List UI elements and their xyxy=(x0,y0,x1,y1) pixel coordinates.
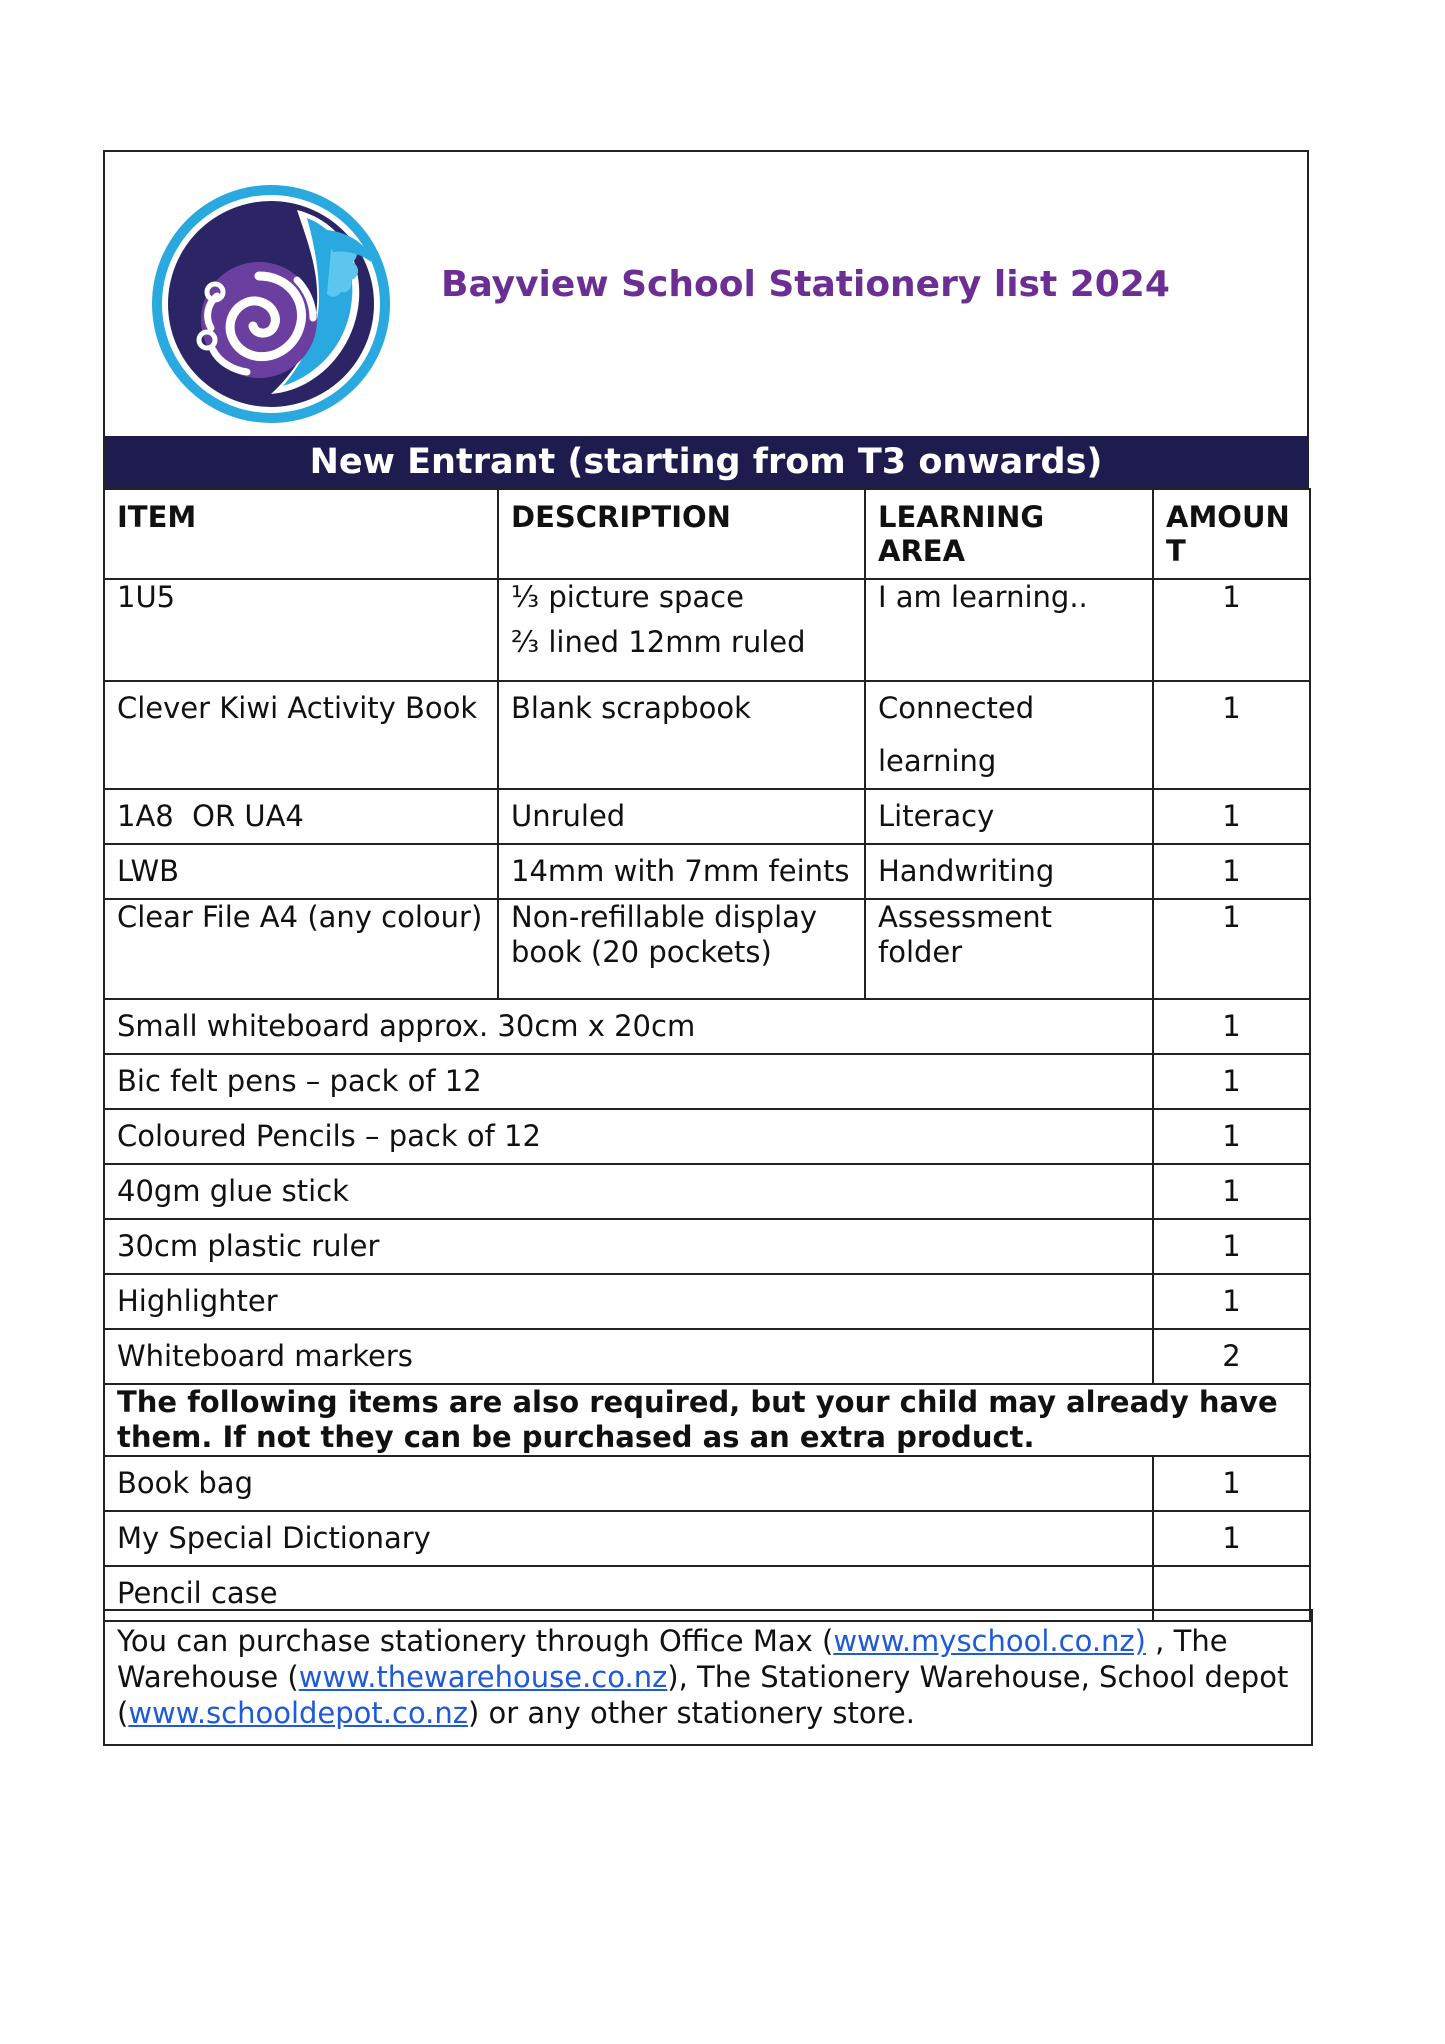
description-cell xyxy=(498,579,865,681)
amount-cell: 1 xyxy=(1153,1219,1310,1274)
item-cell: Bic felt pens – pack of 12 xyxy=(104,1054,1153,1109)
table-row xyxy=(104,1274,1310,1329)
amount-cell: 1 xyxy=(1153,1456,1310,1511)
table-row xyxy=(104,1456,1310,1511)
item-cell: Clear File A4 (any colour) xyxy=(104,899,498,999)
amount-cell: 1 xyxy=(1153,999,1310,1054)
learning-area-cell: Literacy xyxy=(865,789,1153,844)
purchase-text: You can purchase stationery through Office Max ( xyxy=(117,1624,834,1658)
table-row xyxy=(104,999,1310,1054)
description-cell: Unruled xyxy=(498,789,865,844)
item-cell: 30cm plastic ruler xyxy=(104,1219,1153,1274)
table-row xyxy=(104,1329,1310,1384)
description-cell: 14mm with 7mm feints xyxy=(498,844,865,899)
column-header-amount-part: T xyxy=(1166,534,1186,568)
amount-cell: 1 xyxy=(1153,1109,1310,1164)
item-cell: Highlighter xyxy=(104,1274,1153,1329)
item-cell: 1U5 xyxy=(104,579,498,681)
stationery-sheet xyxy=(103,150,1309,1622)
page-title: Bayview School Stationery list 2024 xyxy=(441,264,1170,305)
table-row xyxy=(104,1164,1310,1219)
amount-cell: 1 xyxy=(1153,1054,1310,1109)
schooldepot-link[interactable]: www.schooldepot.co.nz xyxy=(128,1696,469,1730)
learning-area-cell: I am learning.. xyxy=(865,579,1153,681)
column-header-amount-part: AMOUN xyxy=(1166,500,1290,534)
item-cell: 1A8 OR UA4 xyxy=(104,789,498,844)
purchase-info-box xyxy=(103,1609,1313,1746)
amount-cell: 2 xyxy=(1153,1329,1310,1384)
description-line: ⅓ picture space xyxy=(511,580,744,614)
learning-area-cell: Handwriting xyxy=(865,844,1153,899)
description-cell: Non-refillable display book (20 pockets) xyxy=(498,899,865,999)
purchase-text: , The Warehouse ( xyxy=(117,1624,1228,1694)
school-logo-icon xyxy=(147,180,395,428)
required-items-note: The following items are also required, but your child may already have them. If not they can be purchased as an extra product. xyxy=(104,1384,1310,1456)
amount-cell: 1 xyxy=(1153,899,1310,999)
table-row xyxy=(104,1054,1310,1109)
table-row xyxy=(104,899,1310,999)
item-cell: Book bag xyxy=(104,1456,1153,1511)
item-cell: LWB xyxy=(104,844,498,899)
item-cell: Pencil case xyxy=(104,1566,1153,1621)
table-row xyxy=(104,1511,1310,1566)
amount-cell: 1 xyxy=(1153,1164,1310,1219)
table-row xyxy=(104,1109,1310,1164)
item-cell: Coloured Pencils – pack of 12 xyxy=(104,1109,1153,1164)
item-cell: My Special Dictionary xyxy=(104,1511,1153,1566)
item-cell: 40gm glue stick xyxy=(104,1164,1153,1219)
myschool-link[interactable]: www.myschool.co.nz) xyxy=(833,1624,1146,1658)
description-line: ⅔ lined 12mm ruled xyxy=(511,625,806,659)
item-cell: Clever Kiwi Activity Book xyxy=(104,681,498,789)
table-row xyxy=(104,1219,1310,1274)
item-cell: Whiteboard markers xyxy=(104,1329,1153,1384)
purchase-text: ), The Stationery Warehouse, School depot ( xyxy=(117,1660,1289,1730)
table-row xyxy=(104,789,1310,844)
description-cell: Blank scrapbook xyxy=(498,681,865,789)
learning-area-cell: Connected learning xyxy=(865,681,1153,789)
thewarehouse-link[interactable]: www.thewarehouse.co.nz xyxy=(298,1660,668,1694)
note-row xyxy=(104,1384,1310,1456)
amount-cell: 1 xyxy=(1153,844,1310,899)
amount-cell: 1 xyxy=(1153,579,1310,681)
table-row xyxy=(104,844,1310,899)
item-cell: Small whiteboard approx. 30cm x 20cm xyxy=(104,999,1153,1054)
purchase-text: ) or any other stationery store. xyxy=(468,1696,915,1730)
table-row xyxy=(104,681,1310,789)
amount-cell: 1 xyxy=(1153,1511,1310,1566)
column-header-learning-area: LEARNING AREA xyxy=(865,489,1153,579)
learning-area-cell: Assessment folder xyxy=(865,899,1153,999)
stationery-table xyxy=(103,488,1311,1622)
section-banner: New Entrant (starting from T3 onwards) xyxy=(103,436,1309,488)
column-header-description: DESCRIPTION xyxy=(498,489,865,579)
table-row xyxy=(104,579,1310,681)
amount-cell: 1 xyxy=(1153,1274,1310,1329)
amount-cell: 1 xyxy=(1153,681,1310,789)
amount-cell: 1 xyxy=(1153,789,1310,844)
header-box xyxy=(103,150,1309,436)
column-header-amount xyxy=(1153,489,1310,579)
column-header-item: ITEM xyxy=(104,489,498,579)
table-header-row xyxy=(104,489,1310,579)
